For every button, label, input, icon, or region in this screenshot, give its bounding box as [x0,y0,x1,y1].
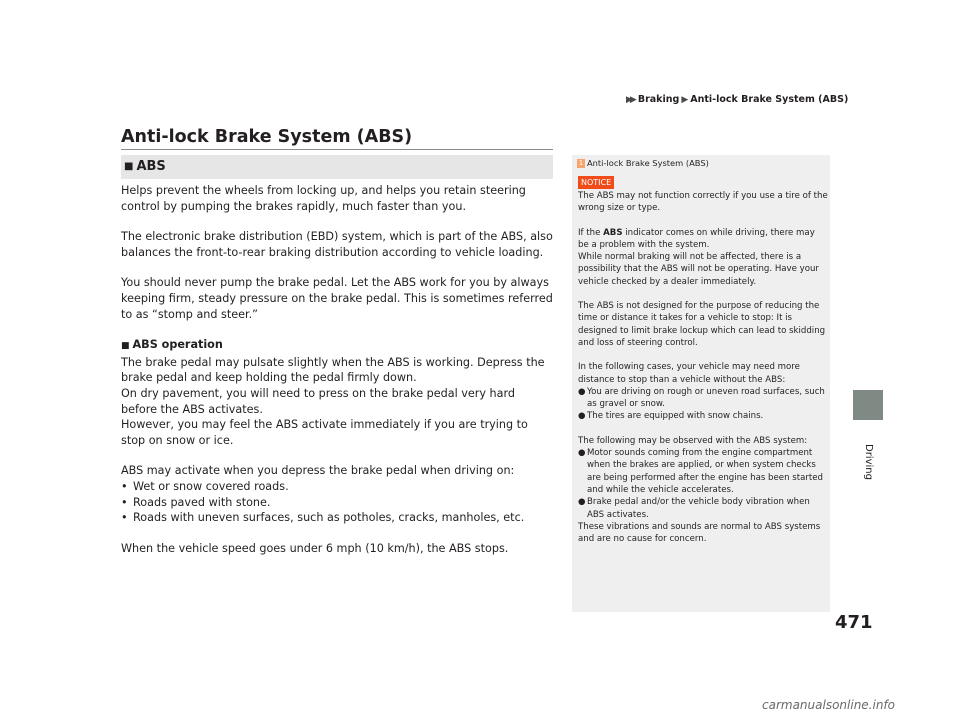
observed-intro: The following may be observed with the ABS system: [578,435,808,446]
operation-line: The brake pedal may pulsate slightly when the ABS is working. Depress the brake pedal and keep holding the pedal firmly down. [121,355,545,385]
closing-paragraph: These vibrations and sounds are normal to ABS systems and are no cause for concern. [578,521,821,545]
operation-line: However, you may feel the ABS activate immediately if you are trying to stop on snow or ice. [121,418,528,447]
notice-badge: NOTICE [578,176,614,189]
bullet-icon: • [121,495,128,509]
chapter-tab-label: Driving [863,444,874,480]
sidebar-body [578,176,828,545]
indicator-paragraph: If the ABS indicator comes on while driving, there may be a problem with the system. [578,227,815,250]
bullet-icon: ● [578,448,586,459]
page-number: 471 [835,612,873,633]
list-item: ● The tires are equipped with snow chains. [578,411,764,422]
speed-note: When the vehicle speed goes under 6 mph (10 km/h), the ABS stops. [121,541,509,555]
title-divider [121,149,553,150]
square-bullet-icon: ■ [121,341,130,352]
breadcrumb-item-braking[interactable]: Braking [637,94,680,105]
activate-intro: ABS may activate when you depress the brake pedal when driving on: [121,464,515,478]
normal-braking-paragraph: While normal braking will not be affected, there is a possibility that the ABS will not be operating. Have your vehicle checked by a dealer immediately. [578,252,819,287]
list-item: ● You are driving on rough or uneven road surfaces, such as gravel or snow. [578,386,825,410]
cases-intro: In the following cases, your vehicle may need more distance to stop than a vehicle without the ABS: [578,362,800,385]
double-arrow-icon: ▶▶ [626,95,634,105]
reference-number-badge: 1 [578,159,584,167]
main-content [121,183,553,571]
bullet-icon: • [121,479,128,493]
operation-heading: ■ ABS operation [121,338,223,352]
cases-list [578,386,828,423]
bullet-icon: • [121,511,128,525]
square-bullet-icon: ■ [124,161,134,172]
breadcrumb-item-abs[interactable]: Anti-lock Brake System (ABS) [690,94,849,105]
section-heading: ■ ABS [124,159,166,174]
list-item: ● Brake pedal and/or the vehicle body vibration when ABS activates. [578,497,810,520]
bullet-icon: ● [578,386,586,397]
activate-list [121,479,553,526]
list-item: • Wet or snow covered roads. [121,479,289,493]
not-designed-paragraph: The ABS is not designed for the purpose of reducing the time or distance it takes for a vehicle to stop: It is designed to limit brake lockup which can lead to skidding and loss of steering control. [578,301,826,348]
never-pump-paragraph: You should never pump the brake pedal. Let the ABS work for you by always keeping firm, steady pressure on the brake pedal. This is sometimes referred to as “stomp and steer.” [121,276,553,321]
breadcrumb [626,94,849,105]
sidebar-title: 1 Anti-lock Brake System (ABS) [578,158,709,168]
chapter-tab[interactable] [853,390,883,420]
arrow-icon: ▶ [681,95,689,105]
bullet-icon: ● [578,411,586,422]
section-header-bar [121,155,553,179]
page-title: Anti-lock Brake System (ABS) [121,127,413,147]
observed-list [578,447,828,521]
ebd-paragraph: The electronic brake distribution (EBD) system, which is part of the ABS, also balances the front-to-rear braking distribution according to vehicle loading. [121,230,553,259]
watermark: carmanualsonline.info [762,698,896,712]
bullet-icon: ● [578,497,586,508]
operation-line: On dry pavement, you will need to press on the brake pedal very hard before the ABS activates. [121,386,515,416]
list-item: • Roads with uneven surfaces, such as potholes, cracks, manholes, etc. [121,511,525,525]
list-item: • Roads paved with stone. [121,495,271,509]
intro-paragraph: Helps prevent the wheels from locking up, and helps you retain steering control by pumping the brakes rapidly, much faster than you. [121,184,526,213]
notice-text: The ABS may not function correctly if you use a tire of the wrong size or type. [578,191,828,214]
list-item: ● Motor sounds coming from the engine compartment when the brakes are applied, or when system checks are being performed after the engine has been started and while the vehicle accelerates. [578,448,824,495]
